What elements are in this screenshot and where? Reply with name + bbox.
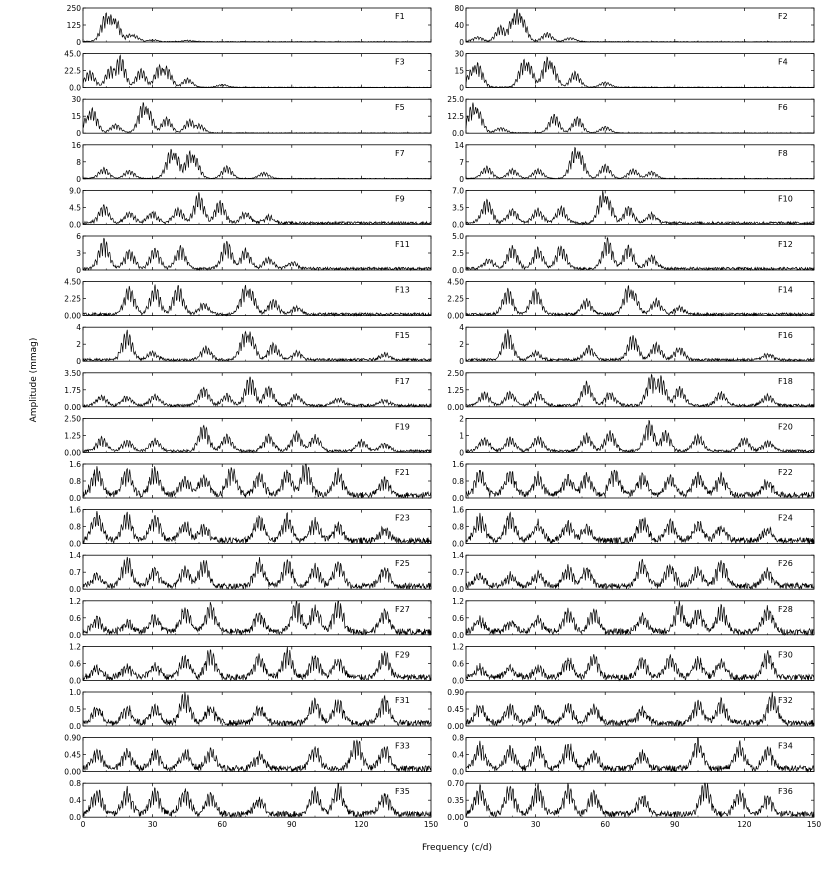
x-tick-label: 30: [530, 820, 541, 830]
y-tick-label: 45.0: [64, 49, 81, 59]
y-tick-label: 4: [459, 323, 464, 333]
y-tick-label: 4.50: [447, 277, 464, 287]
y-tick-label: 8: [76, 157, 81, 167]
panel-label: F10: [778, 194, 793, 204]
y-tick-label: 0.8: [452, 522, 464, 532]
panel-f28: [452, 597, 814, 640]
y-tick-label: 0: [76, 38, 81, 47]
y-tick-label: 0.0: [452, 676, 464, 686]
panel-label: F14: [778, 285, 793, 295]
panel-f16: [459, 323, 814, 366]
y-tick-label: 1.75: [64, 385, 81, 395]
panel-frame: [83, 99, 431, 133]
y-tick-label: 30: [454, 49, 464, 59]
spectrum-series: [83, 425, 431, 452]
panel-f5: [71, 95, 431, 138]
panel-f6: [447, 95, 814, 138]
panel-label: F2: [778, 12, 788, 21]
y-tick-label: 1.6: [69, 505, 81, 515]
y-tick-label: 0.00: [64, 448, 81, 458]
spectrum-series: [466, 57, 814, 87]
panel-f31: [69, 688, 431, 731]
x-axis-label: Frequency (c/d): [421, 843, 493, 853]
panel-label: F25: [395, 559, 410, 569]
y-tick-label: 2: [459, 340, 464, 350]
y-tick-label: 0.8: [452, 477, 464, 486]
panel-f4: [454, 50, 814, 93]
panel-f21: [69, 460, 431, 503]
panel-frame: [83, 282, 431, 316]
panel-label: F28: [778, 604, 793, 614]
y-tick-label: 4: [76, 323, 81, 333]
y-tick-label: 0.0: [452, 129, 464, 139]
panel-f29: [69, 642, 431, 685]
spectrum-series: [466, 601, 814, 635]
y-tick-label: 1.0: [69, 688, 81, 697]
panel-frame: [83, 373, 431, 407]
panel-label: F21: [395, 468, 410, 477]
panel-frame: [466, 54, 814, 88]
spectrum-series: [83, 149, 431, 179]
y-tick-label: 2: [76, 340, 81, 350]
y-tick-label: 40: [454, 21, 464, 30]
y-tick-label: 0.7: [452, 568, 464, 578]
panel-frame: [466, 236, 814, 270]
spectrum-series: [466, 103, 814, 134]
panel-f19: [64, 414, 431, 457]
panel-f27: [69, 597, 431, 640]
spectrum-series: [466, 191, 814, 225]
panel-label: F12: [778, 240, 793, 249]
y-tick-label: 1.2: [452, 596, 464, 606]
y-tick-label: 0.00: [447, 402, 464, 412]
y-tick-label: 1.6: [452, 505, 464, 515]
panel-f3: [64, 50, 431, 93]
spectrum-series: [83, 647, 431, 680]
spectrum-series: [466, 692, 814, 726]
y-tick-label: 14: [454, 140, 464, 150]
spectrum-series: [466, 329, 814, 361]
panel-label: F26: [778, 559, 793, 569]
y-axis-label: Amplitude (mmag): [29, 337, 39, 423]
panel-label: F17: [395, 376, 410, 386]
panel-label: F16: [778, 331, 793, 341]
y-tick-label: 30: [71, 95, 81, 105]
y-tick-label: 0.0: [69, 494, 81, 503]
panel-f32: [447, 688, 814, 731]
panel-f1: [67, 4, 431, 47]
panel-label: F4: [778, 57, 788, 67]
y-tick-label: 0.90: [447, 688, 464, 697]
y-tick-label: 0.0: [452, 266, 464, 275]
panel-f22: [452, 460, 814, 503]
y-tick-label: 4.5: [69, 203, 81, 213]
spectrum-series: [83, 102, 431, 133]
panel-frame: [83, 555, 431, 589]
y-tick-label: 0.90: [64, 733, 81, 743]
y-tick-label: 0.35: [447, 796, 464, 806]
y-tick-label: 0.8: [69, 522, 81, 532]
panel-label: F6: [778, 103, 788, 113]
y-tick-label: 2.50: [447, 368, 464, 378]
y-tick-label: 0.0: [452, 630, 464, 640]
x-tick-label: 120: [354, 820, 369, 830]
panel-f15: [76, 323, 431, 366]
y-tick-label: 0: [76, 266, 81, 275]
y-tick-label: 5.0: [452, 232, 464, 241]
x-tick-label: 60: [217, 820, 227, 830]
x-axis-label-wrap: [0, 838, 830, 858]
spectrum-series: [83, 783, 431, 817]
x-tick-label: 90: [670, 820, 680, 830]
panel-frame: [466, 510, 814, 544]
panel-label: F24: [778, 513, 793, 523]
y-tick-label: 1.2: [452, 642, 464, 652]
panel-frame: [466, 99, 814, 133]
y-tick-label: 0.00: [64, 402, 81, 412]
panel-frame: [83, 236, 431, 270]
panel-frame: [83, 54, 431, 88]
y-tick-label: 0: [459, 357, 464, 367]
y-tick-label: 0.5: [69, 705, 81, 714]
panel-label: F29: [395, 650, 410, 660]
panel-frame: [83, 464, 431, 498]
y-tick-label: 0.0: [69, 676, 81, 686]
y-tick-label: 7: [459, 157, 464, 167]
y-tick-label: 0.70: [447, 779, 464, 789]
x-tick-label: 60: [600, 820, 610, 830]
panel-f20: [459, 414, 814, 457]
y-tick-label: 0.0: [69, 539, 81, 549]
panel-label: F18: [778, 376, 793, 386]
panel-label: F9: [395, 194, 405, 204]
y-tick-label: 0.45: [447, 705, 464, 714]
spectrum-series: [83, 511, 431, 543]
panel-f30: [452, 642, 814, 685]
spectrum-series: [466, 470, 814, 498]
y-tick-label: 2: [459, 414, 464, 424]
y-tick-label: 0.0: [69, 722, 81, 731]
spectrum-series: [466, 650, 814, 680]
y-tick-label: 0.0: [69, 585, 81, 595]
spectrum-series: [83, 55, 431, 87]
x-tick-label: 90: [287, 820, 297, 830]
spectrum-series: [83, 13, 431, 42]
spectrum-series: [466, 559, 814, 589]
y-tick-label: 0.00: [447, 722, 464, 731]
panel-f24: [452, 506, 814, 549]
panel-label: F35: [395, 787, 410, 797]
y-tick-label: 3.5: [452, 203, 464, 213]
panel-label: F8: [778, 148, 788, 158]
panel-f11: [76, 232, 431, 275]
panel-label: F36: [778, 787, 793, 797]
y-tick-label: 0: [459, 83, 464, 93]
panel-f8: [454, 141, 814, 184]
x-tick-label: 0: [80, 820, 86, 830]
panel-frame: [466, 282, 814, 316]
x-tick-label: 120: [737, 820, 752, 830]
panel-label: F34: [778, 741, 793, 751]
y-tick-label: 0.0: [69, 220, 81, 230]
spectrum-series: [466, 738, 814, 772]
spectrum-series: [466, 513, 814, 544]
y-tick-label: 3.50: [64, 368, 81, 378]
x-tick-label: 30: [147, 820, 158, 830]
panel-f9: [69, 186, 431, 229]
panel-label: F15: [395, 331, 410, 341]
panel-f2: [454, 4, 814, 47]
panel-label: F27: [395, 604, 410, 614]
panel-f18: [447, 369, 814, 412]
spectrum-series: [83, 601, 431, 635]
panel-label: F23: [395, 513, 410, 523]
panel-label: F31: [395, 696, 410, 705]
spectrum-series: [466, 238, 814, 270]
spectrum-series: [83, 692, 431, 726]
y-tick-label: 22.5: [64, 66, 81, 76]
spectrum-series: [83, 557, 431, 589]
spectrum-series: [466, 9, 814, 42]
y-tick-label: 0.8: [69, 779, 81, 789]
panel-f35: [69, 779, 431, 822]
y-tick-label: 0.6: [452, 659, 464, 669]
panel-frame: [83, 510, 431, 544]
spectrum-series: [83, 285, 431, 316]
y-tick-label: 12.5: [447, 112, 464, 122]
panel-f12: [452, 232, 814, 275]
panel-label: F22: [778, 468, 793, 477]
panel-frame: [466, 464, 814, 498]
panel-frame: [83, 190, 431, 224]
y-tick-label: 0.00: [64, 767, 81, 777]
panel-f33: [64, 734, 431, 777]
y-tick-label: 0.4: [452, 750, 464, 760]
spectrum-series: [83, 464, 431, 498]
panel-label: F3: [395, 57, 405, 67]
spectrum-series: [466, 148, 814, 179]
y-tick-label: 2.25: [447, 294, 464, 304]
x-tick-label: 150: [806, 820, 822, 830]
y-tick-label: 0: [76, 357, 81, 367]
spectrum-series: [83, 740, 431, 771]
spectrum-series: [466, 375, 814, 407]
spectrum-series: [83, 377, 431, 407]
panel-frame: [466, 190, 814, 224]
panel-label: F19: [395, 422, 410, 432]
panel-label: F13: [395, 285, 410, 295]
y-tick-label: 0.0: [69, 813, 81, 823]
y-tick-label: 0.0: [452, 539, 464, 549]
panel-f14: [447, 278, 814, 321]
panel-label: F32: [778, 696, 793, 705]
x-tick-label: 0: [463, 820, 469, 830]
y-tick-label: 2.50: [64, 414, 81, 424]
y-tick-label: 9.0: [69, 186, 81, 196]
panel-frame: [466, 8, 814, 42]
y-tick-label: 0.6: [69, 659, 81, 669]
y-tick-label: 0.6: [452, 613, 464, 623]
panel-label: F5: [395, 103, 405, 113]
panel-label: F33: [395, 741, 410, 751]
spectrum-series: [83, 238, 431, 270]
y-tick-label: 0.00: [447, 813, 464, 823]
panel-frame: [83, 738, 431, 772]
y-tick-label: 0.0: [452, 585, 464, 595]
y-tick-label: 1.25: [64, 431, 81, 441]
y-tick-label: 4.50: [64, 277, 81, 287]
spectrum-series: [466, 421, 814, 453]
y-tick-label: 16: [71, 140, 81, 150]
panel-label: F7: [395, 148, 405, 158]
panel-f13: [64, 278, 431, 321]
panel-f36: [447, 779, 814, 822]
y-tick-label: 0.00: [447, 311, 464, 321]
y-tick-label: 15: [454, 66, 464, 76]
y-tick-label: 1: [459, 431, 464, 441]
y-tick-label: 250: [66, 4, 81, 13]
y-tick-label: 0: [76, 129, 81, 139]
y-tick-label: 7.0: [452, 186, 464, 196]
y-tick-label: 0.0: [69, 630, 81, 640]
y-tick-label: 0.0: [452, 767, 464, 777]
y-tick-label: 0.4: [69, 796, 81, 806]
panel-f17: [64, 369, 431, 412]
y-tick-label: 0.8: [452, 733, 464, 743]
y-tick-label: 0.0: [69, 83, 81, 93]
y-tick-label: 0.8: [69, 477, 81, 486]
y-tick-label: 1.4: [452, 551, 464, 561]
y-tick-label: 125: [66, 21, 81, 30]
panel-label: F1: [395, 12, 405, 21]
panel-f7: [71, 141, 431, 184]
x-tick-label: 150: [423, 820, 439, 830]
y-tick-label: 0: [459, 38, 464, 47]
spectrum-series: [83, 330, 431, 361]
spectrum-series: [466, 285, 814, 315]
panel-label: F20: [778, 422, 793, 432]
y-axis-label-wrap: [4, 300, 64, 460]
y-tick-label: 0.7: [69, 568, 81, 578]
panel-f10: [452, 186, 814, 229]
y-tick-label: 15: [71, 112, 81, 122]
y-tick-label: 0: [459, 174, 464, 184]
panel-f26: [452, 551, 814, 594]
y-tick-label: 2.5: [452, 249, 464, 258]
y-tick-label: 0: [459, 448, 464, 458]
y-tick-label: 80: [454, 4, 464, 13]
y-tick-label: 3: [76, 249, 81, 258]
y-tick-label: 1.25: [447, 385, 464, 395]
y-tick-label: 0.0: [452, 220, 464, 230]
y-tick-label: 0.0: [452, 494, 464, 503]
y-tick-label: 0.6: [69, 613, 81, 623]
y-tick-label: 0.45: [64, 750, 81, 760]
y-tick-label: 1.2: [69, 596, 81, 606]
panel-f25: [69, 551, 431, 594]
panel-label: F11: [395, 240, 410, 249]
panel-label: F30: [778, 650, 793, 660]
panel-f23: [69, 506, 431, 549]
y-tick-label: 1.2: [69, 642, 81, 652]
y-tick-label: 6: [76, 232, 81, 241]
spectrum-series: [466, 783, 814, 817]
y-tick-label: 1.4: [69, 551, 81, 561]
y-tick-label: 1.6: [69, 460, 81, 469]
y-tick-label: 0.00: [64, 311, 81, 321]
y-tick-label: 2.25: [64, 294, 81, 304]
spectrum-series: [83, 192, 431, 224]
panel-f34: [452, 734, 814, 777]
y-tick-label: 1.6: [452, 460, 464, 469]
y-tick-label: 0: [76, 174, 81, 184]
y-tick-label: 25.0: [447, 95, 464, 105]
